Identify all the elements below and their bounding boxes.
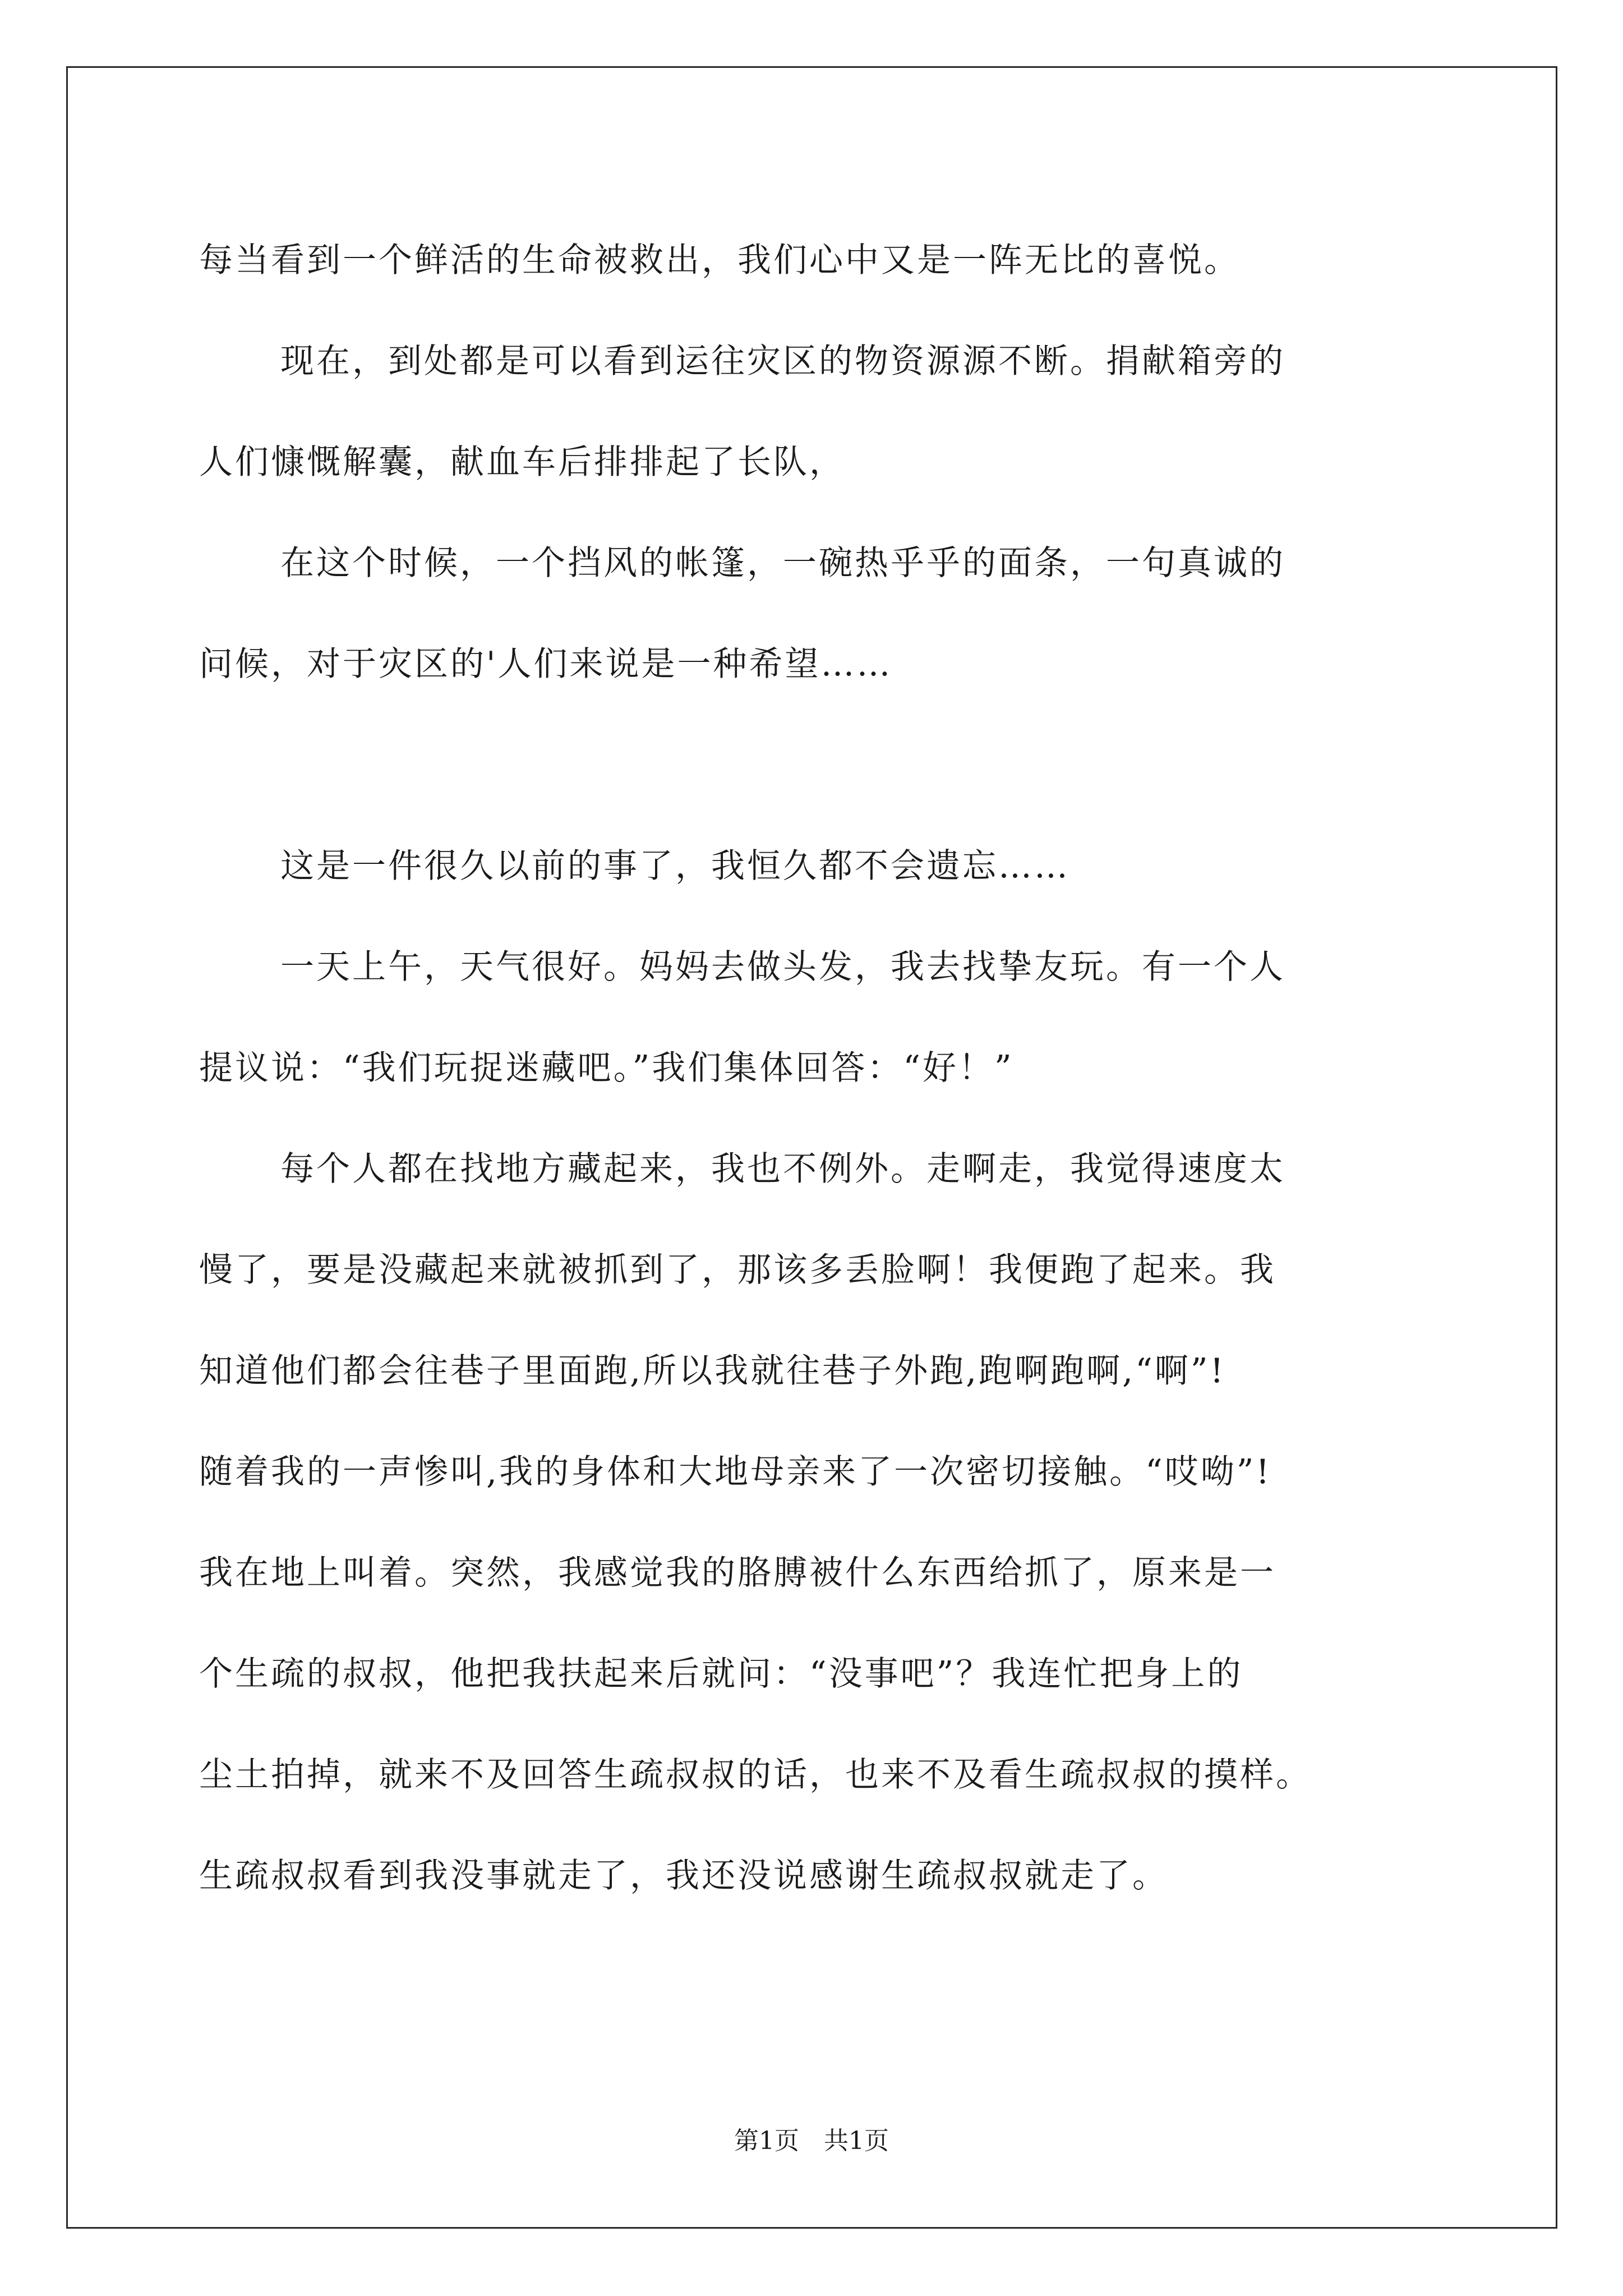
paragraph-continuation bbox=[199, 614, 1438, 715]
text-line: 每个人都在找地方藏起来，我也不例外。走啊走，我觉得速度太 bbox=[280, 1149, 1285, 1189]
text-line: 一天上午，天气很好。妈妈去做头发，我去找挚友玩。有一个人 bbox=[280, 947, 1285, 987]
paragraph bbox=[199, 816, 1438, 917]
paragraph bbox=[199, 210, 1438, 311]
text-line: 随着我的一声惨叫,我的身体和大地母亲来了一次密切接触。“哎呦”! bbox=[199, 1452, 1272, 1492]
paragraph bbox=[199, 513, 1438, 614]
page-footer: 第1页 共1页 bbox=[734, 2127, 889, 2155]
text-line: 提议说：“我们玩捉迷藏吧。”我们集体回答：“好！” bbox=[199, 1048, 1014, 1088]
text-line: 尘土拍掉，就来不及回答生疏叔叔的话，也来不及看生疏叔叔的摸样。 bbox=[199, 1755, 1312, 1795]
text-line: 人们慷慨解囊，献血车后排排起了长队， bbox=[199, 443, 845, 482]
text-line: 生疏叔叔看到我没事就走了，我还没说感谢生疏叔叔就走了。 bbox=[199, 1856, 1168, 1895]
paragraph bbox=[199, 311, 1438, 412]
text-line: 现在，到处都是可以看到运往灾区的物资源源不断。捐献箱旁的 bbox=[280, 342, 1285, 381]
text-line: 在这个时候，一个挡风的帐篷，一碗热乎乎的面条，一句真诚的 bbox=[280, 544, 1285, 583]
text-line: 每当看到一个鲜活的生命被救出，我们心中又是一阵无比的喜悦。 bbox=[199, 241, 1240, 280]
paragraph-continuation bbox=[199, 1220, 1438, 1926]
text-line: 慢了，要是没藏起来就被抓到了，那该多丢脸啊！我便跑了起来。我 bbox=[199, 1250, 1276, 1290]
paragraph-continuation bbox=[199, 1018, 1438, 1119]
section-gap bbox=[199, 715, 1438, 816]
paragraph-continuation bbox=[199, 412, 1438, 513]
text-line: 知道他们都会往巷子里面跑,所以我就往巷子外跑,跑啊跑啊,“啊”! bbox=[199, 1351, 1226, 1391]
text-line: 我在地上叫着。突然，我感觉我的胳膊被什么东西给抓了，原来是一 bbox=[199, 1553, 1276, 1593]
text-line: 个生疏的叔叔，他把我扶起来后就问：“没事吧”？我连忙把身上的 bbox=[199, 1654, 1243, 1694]
document-body bbox=[199, 210, 1438, 1926]
paragraph bbox=[199, 917, 1438, 1018]
text-line: 这是一件很久以前的事了，我恒久都不会遗忘…… bbox=[280, 846, 1070, 886]
paragraph bbox=[199, 1119, 1438, 1220]
text-line: 问候，对于灾区的'人们来说是一种希望…… bbox=[199, 645, 893, 684]
